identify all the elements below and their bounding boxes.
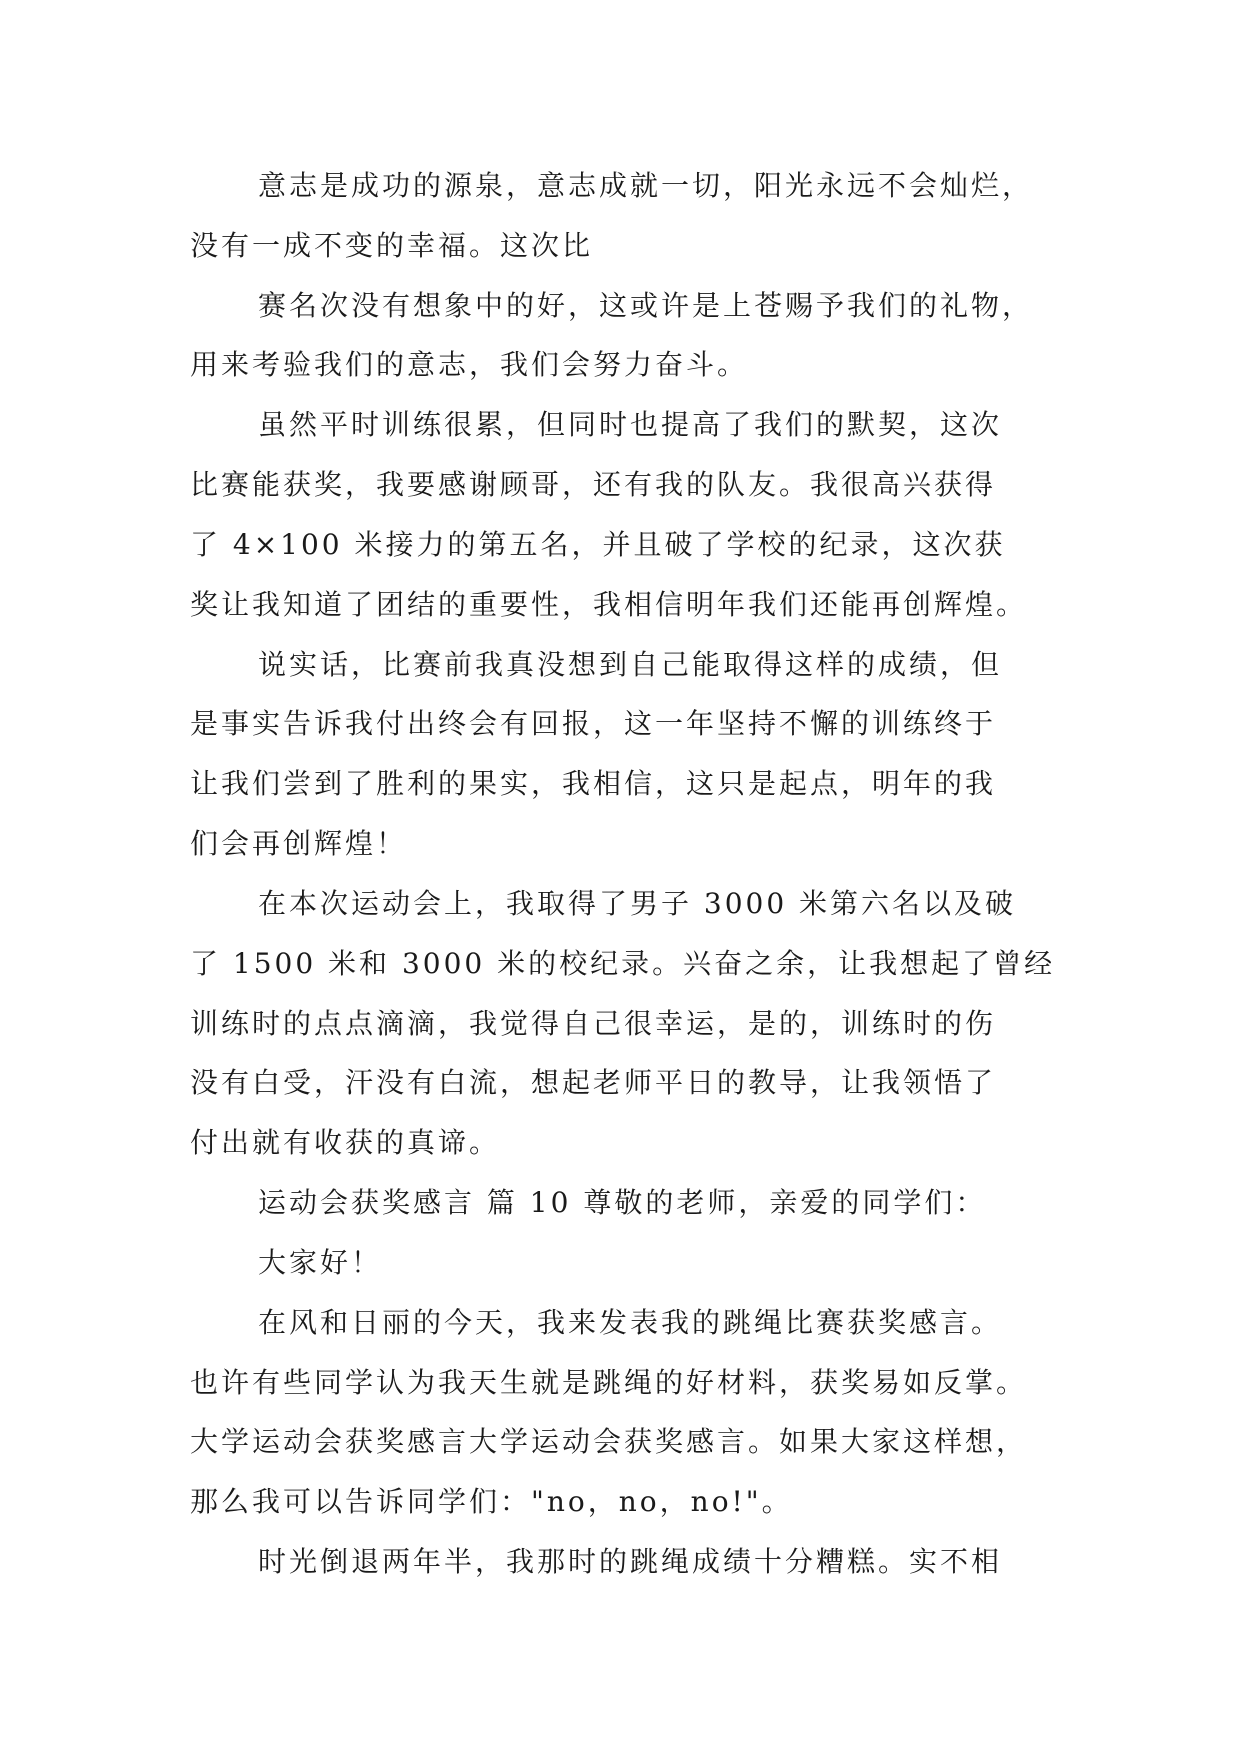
text-line: 没有白受，汗没有白流，想起老师平日的教导，让我领悟了 bbox=[190, 1066, 997, 1099]
text-line: 在本次运动会上，我取得了男子 3000 米第六名以及破 bbox=[258, 887, 1017, 920]
text-line: 那么我可以告诉同学们："no，no，no!"。 bbox=[190, 1485, 793, 1518]
text-line: 了 4×100 米接力的第五名，并且破了学校的纪录，这次获 bbox=[190, 528, 1006, 561]
text-line: 是事实告诉我付出终会有回报，这一年坚持不懈的训练终于 bbox=[190, 707, 997, 740]
text-line: 大家好！ bbox=[258, 1246, 383, 1279]
text-line: 训练时的点点滴滴，我觉得自己很幸运，是的，训练时的伤 bbox=[190, 1007, 997, 1040]
text-line: 虽然平时训练很累，但同时也提高了我们的默契，这次 bbox=[258, 408, 1003, 441]
text-line: 也许有些同学认为我天生就是跳绳的好材料，获奖易如反掌。 bbox=[190, 1366, 1028, 1399]
text-line: 在风和日丽的今天，我来发表我的跳绳比赛获奖感言。 bbox=[258, 1306, 1003, 1339]
text-line: 们会再创辉煌！ bbox=[190, 827, 408, 860]
text-line: 大学运动会获奖感言大学运动会获奖感言。如果大家这样想， bbox=[190, 1425, 1028, 1458]
text-line: 了 1500 米和 3000 米的校纪录。兴奋之余，让我想起了曾经 bbox=[190, 947, 1056, 980]
text-line: 意志是成功的源泉，意志成就一切，阳光永远不会灿烂， bbox=[258, 169, 1034, 202]
text-line: 用来考验我们的意志，我们会努力奋斗。 bbox=[190, 348, 749, 381]
section-heading: 运动会获奖感言 篇 10 尊敬的老师，亲爱的同学们： bbox=[258, 1186, 987, 1219]
text-line: 奖让我知道了团结的重要性，我相信明年我们还能再创辉煌。 bbox=[190, 588, 1028, 621]
text-line: 赛名次没有想象中的好，这或许是上苍赐予我们的礼物， bbox=[258, 289, 1034, 322]
text-line: 比赛能获奖，我要感谢顾哥，还有我的队友。我很高兴获得 bbox=[190, 468, 997, 501]
text-line: 说实话，比赛前我真没想到自己能取得这样的成绩，但 bbox=[258, 648, 1003, 681]
text-line: 付出就有收获的真谛。 bbox=[190, 1126, 501, 1159]
text-line: 让我们尝到了胜利的果实，我相信，这只是起点，明年的我 bbox=[190, 767, 997, 800]
text-line: 时光倒退两年半，我那时的跳绳成绩十分糟糕。实不相 bbox=[258, 1545, 1003, 1578]
text-line: 没有一成不变的幸福。这次比 bbox=[190, 229, 594, 262]
